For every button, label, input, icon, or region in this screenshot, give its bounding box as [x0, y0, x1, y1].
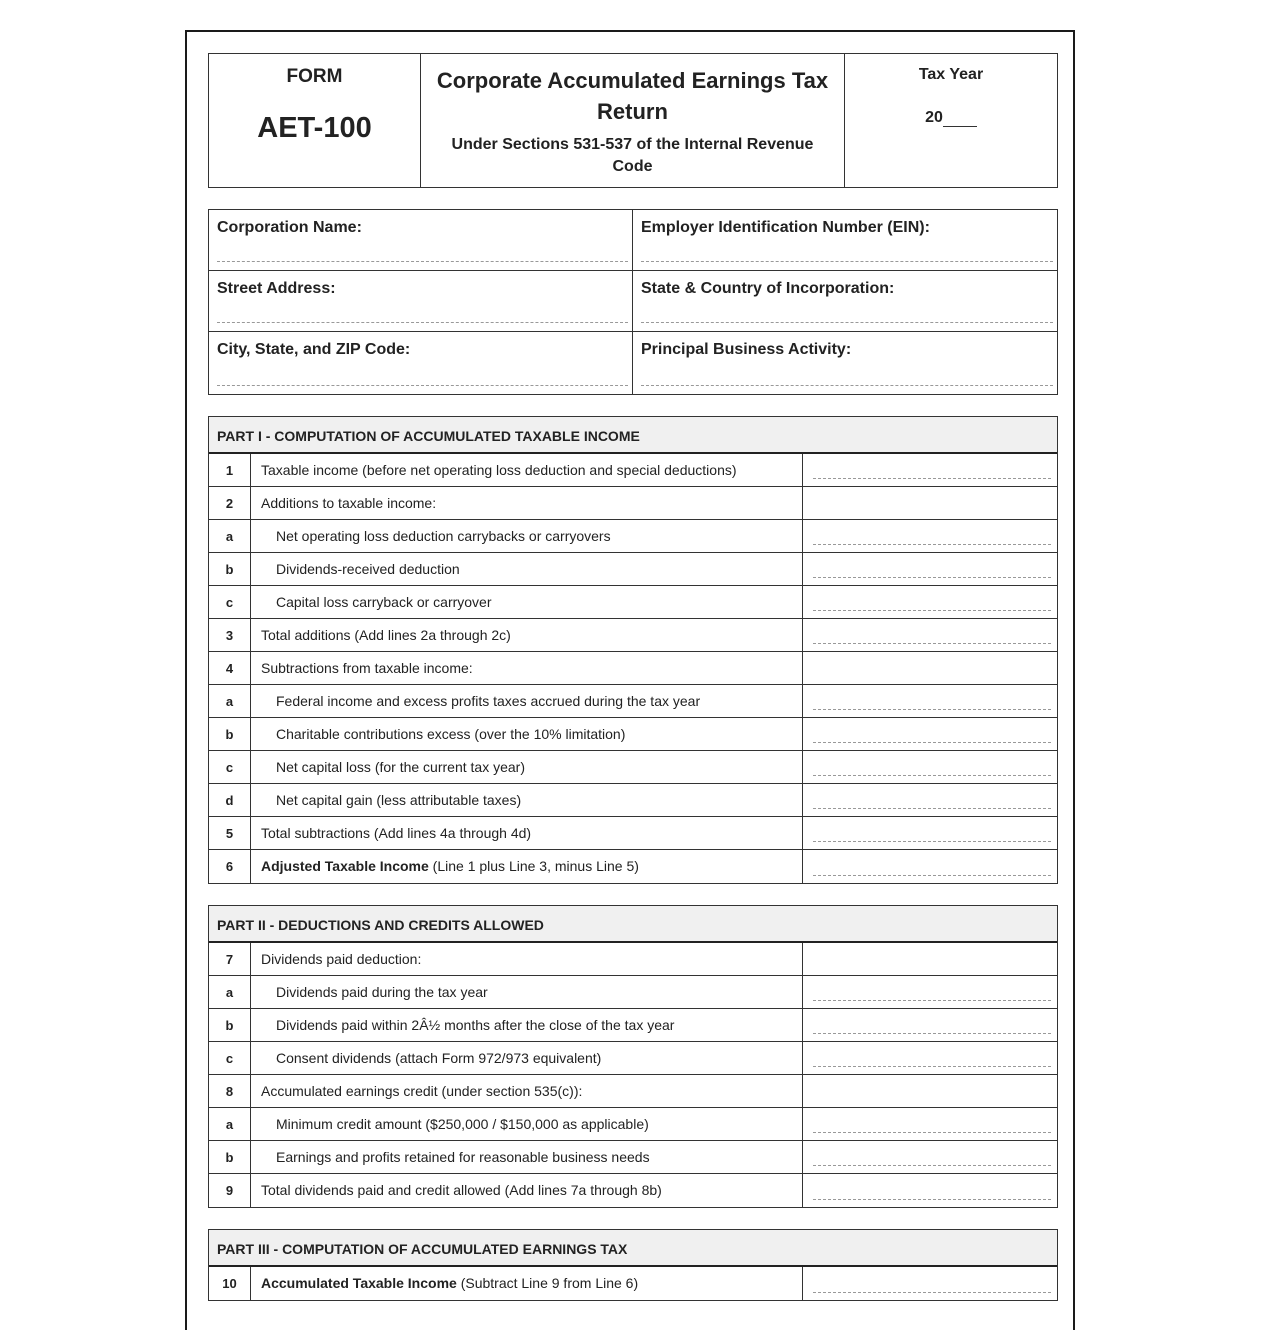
amount-entry-line[interactable]: [813, 643, 1051, 644]
ein-line[interactable]: [641, 261, 1053, 262]
line-description-text: Dividends paid within 2Â½ months after the close of the tax year: [276, 1017, 675, 1033]
line-item-row: [209, 850, 1057, 883]
line-description-text: (Subtract Line 9 from Line 6): [456, 1275, 639, 1291]
amount-cell[interactable]: [803, 718, 1057, 750]
amount-cell[interactable]: [803, 850, 1057, 883]
line-item-row: [209, 1174, 1057, 1207]
line-description-text: Dividends paid deduction:: [261, 951, 422, 967]
ein-field[interactable]: [633, 210, 1057, 271]
part-1-title: PART I - COMPUTATION OF ACCUMULATED TAXABLE INCOME: [209, 417, 1057, 454]
line-item-row: [209, 817, 1057, 850]
amount-entry-line[interactable]: [813, 775, 1051, 776]
state-country-line[interactable]: [641, 322, 1053, 323]
line-item-row: [209, 1075, 1057, 1108]
amount-entry-line[interactable]: [813, 478, 1051, 479]
amount-cell: [803, 487, 1057, 519]
corporation-info: [208, 209, 1058, 395]
line-item-row: [209, 751, 1057, 784]
street-line[interactable]: [217, 322, 628, 323]
line-description-text: Minimum credit amount ($250,000 / $150,000 as applicable): [276, 1116, 649, 1132]
line-description-bold: Accumulated Taxable Income: [261, 1275, 457, 1291]
street-label: Street Address:: [217, 280, 336, 297]
part-2-title: PART II - DEDUCTIONS AND CREDITS ALLOWED: [209, 906, 1057, 943]
line-description: [251, 751, 803, 783]
amount-cell[interactable]: [803, 1042, 1057, 1074]
line-item-row: [209, 976, 1057, 1009]
line-description: [251, 520, 803, 552]
line-description-text: Additions to taxable income:: [261, 495, 437, 511]
amount-entry-line[interactable]: [813, 709, 1051, 710]
line-number: c: [209, 1042, 251, 1074]
state-country-field[interactable]: [633, 271, 1057, 332]
amount-cell[interactable]: [803, 1009, 1057, 1041]
line-number: b: [209, 1141, 251, 1173]
line-description: [251, 1174, 803, 1207]
line-item-row: [209, 718, 1057, 751]
amount-cell[interactable]: [803, 1141, 1057, 1173]
business-activity-label: Principal Business Activity:: [641, 341, 852, 358]
line-description: [251, 1042, 803, 1074]
line-description: [251, 685, 803, 717]
amount-entry-line[interactable]: [813, 1199, 1051, 1200]
amount-cell[interactable]: [803, 976, 1057, 1008]
line-item-row: [209, 784, 1057, 817]
line-description: [251, 943, 803, 975]
line-item-row: [209, 1141, 1057, 1174]
amount-cell[interactable]: [803, 685, 1057, 717]
amount-entry-line[interactable]: [813, 875, 1051, 876]
line-number: a: [209, 976, 251, 1008]
tax-year-prefix: 20: [925, 109, 943, 126]
part-3-title: PART III - COMPUTATION OF ACCUMULATED EARNINGS TAX: [209, 1230, 1057, 1267]
line-description: [251, 1009, 803, 1041]
city-state-zip-label: City, State, and ZIP Code:: [217, 341, 411, 358]
amount-entry-line[interactable]: [813, 1000, 1051, 1001]
line-number: a: [209, 685, 251, 717]
line-description: [251, 487, 803, 519]
tax-year-field[interactable]: [845, 109, 1057, 127]
line-description: [251, 1267, 803, 1300]
line-description-text: Federal income and excess profits taxes accrued during the tax year: [276, 693, 701, 709]
amount-cell[interactable]: [803, 784, 1057, 816]
form-title-box: [421, 54, 845, 187]
line-number: b: [209, 718, 251, 750]
amount-entry-line[interactable]: [813, 1165, 1051, 1166]
form-header: [208, 53, 1058, 188]
line-description-text: Charitable contributions excess (over the 10% limitation): [276, 726, 626, 742]
form-label: FORM: [286, 66, 343, 87]
amount-cell[interactable]: [803, 619, 1057, 651]
line-description: [251, 817, 803, 849]
amount-cell: [803, 1075, 1057, 1107]
line-item-row: [209, 454, 1057, 487]
amount-cell[interactable]: [803, 586, 1057, 618]
form-id-box: [209, 54, 421, 187]
form-subtitle: Under Sections 531-537 of the Internal Revenue Code: [451, 136, 814, 175]
part-1-rows: [209, 454, 1057, 883]
tax-year-box: [845, 54, 1057, 187]
line-description-text: Consent dividends (attach Form 972/973 equivalent): [276, 1050, 602, 1066]
line-description: [251, 586, 803, 618]
line-description: [251, 1141, 803, 1173]
line-description-text: Dividends-received deduction: [276, 561, 460, 577]
tax-year-blank[interactable]: [943, 110, 977, 127]
line-description: [251, 718, 803, 750]
line-number: 5: [209, 817, 251, 849]
line-number: a: [209, 520, 251, 552]
line-description: [251, 454, 803, 486]
amount-entry-line[interactable]: [813, 742, 1051, 743]
amount-cell[interactable]: [803, 1108, 1057, 1140]
amount-cell[interactable]: [803, 817, 1057, 849]
line-item-row: [209, 685, 1057, 718]
form-number: AET-100: [257, 112, 372, 144]
line-description-text: Dividends paid during the tax year: [276, 984, 488, 1000]
amount-entry-line[interactable]: [813, 610, 1051, 611]
business-activity-line[interactable]: [641, 385, 1053, 386]
line-number: d: [209, 784, 251, 816]
line-description-bold: Adjusted Taxable Income: [261, 858, 429, 874]
amount-cell[interactable]: [803, 520, 1057, 552]
line-description-text: Earnings and profits retained for reasonable business needs: [276, 1149, 650, 1165]
line-description-text: Taxable income (before net operating loss deduction and special deductions): [261, 462, 737, 478]
amount-cell[interactable]: [803, 1267, 1057, 1300]
amount-entry-line[interactable]: [813, 1132, 1051, 1133]
line-description-text: (Line 1 plus Line 3, minus Line 5): [428, 858, 639, 874]
line-description: [251, 850, 803, 883]
line-number: 7: [209, 943, 251, 975]
line-number: 10: [209, 1267, 251, 1300]
line-number: 4: [209, 652, 251, 684]
line-item-row: [209, 586, 1057, 619]
line-item-row: [209, 487, 1057, 520]
corp-name-label: Corporation Name:: [217, 219, 362, 236]
line-item-row: [209, 520, 1057, 553]
line-description-text: Total subtractions (Add lines 4a through 4d): [261, 825, 532, 841]
amount-entry-line[interactable]: [813, 544, 1051, 545]
city-state-zip-line[interactable]: [217, 385, 628, 386]
line-description: [251, 1108, 803, 1140]
form-page: [185, 30, 1075, 1330]
line-description-text: Subtractions from taxable income:: [261, 660, 473, 676]
line-description-text: Capital loss carryback or carryover: [276, 594, 492, 610]
line-number: 8: [209, 1075, 251, 1107]
amount-cell[interactable]: [803, 454, 1057, 486]
amount-entry-line[interactable]: [813, 841, 1051, 842]
line-description: [251, 553, 803, 585]
amount-entry-line[interactable]: [813, 1033, 1051, 1034]
amount-cell[interactable]: [803, 553, 1057, 585]
line-description-text: Net operating loss deduction carrybacks or carryovers: [276, 528, 611, 544]
amount-cell: [803, 943, 1057, 975]
amount-cell: [803, 652, 1057, 684]
ein-label: Employer Identification Number (EIN):: [641, 219, 930, 236]
line-number: 6: [209, 850, 251, 883]
line-description: [251, 652, 803, 684]
form-title: Corporate Accumulated Earnings Tax Return: [436, 68, 829, 124]
line-description-text: Total additions (Add lines 2a through 2c): [261, 627, 511, 643]
line-number: 2: [209, 487, 251, 519]
state-country-label: State & Country of Incorporation:: [641, 280, 895, 297]
city-state-zip-field[interactable]: [209, 332, 633, 394]
part-2-rows: [209, 943, 1057, 1207]
line-item-row: [209, 1108, 1057, 1141]
line-number: 3: [209, 619, 251, 651]
line-description: [251, 976, 803, 1008]
line-item-row: [209, 943, 1057, 976]
amount-cell[interactable]: [803, 1174, 1057, 1207]
line-item-row: [209, 553, 1057, 586]
line-number: b: [209, 1009, 251, 1041]
business-activity-field[interactable]: [633, 332, 1057, 394]
line-number: a: [209, 1108, 251, 1140]
line-item-row: [209, 1267, 1057, 1300]
line-number: b: [209, 553, 251, 585]
part-3-rows: [209, 1267, 1057, 1300]
street-field[interactable]: [209, 271, 633, 332]
part-3: [208, 1229, 1058, 1301]
line-description: [251, 1075, 803, 1107]
corp-name-field[interactable]: [209, 210, 633, 271]
amount-entry-line[interactable]: [813, 1292, 1051, 1293]
line-item-row: [209, 1042, 1057, 1075]
amount-entry-line[interactable]: [813, 1066, 1051, 1067]
part-2: [208, 905, 1058, 1208]
line-number: c: [209, 751, 251, 783]
line-number: 9: [209, 1174, 251, 1207]
line-description-text: Accumulated earnings credit (under section 535(c)):: [261, 1083, 583, 1099]
line-number: c: [209, 586, 251, 618]
line-item-row: [209, 1009, 1057, 1042]
line-description-text: Net capital loss (for the current tax year): [276, 759, 525, 775]
tax-year-label: Tax Year: [918, 66, 984, 83]
form-inner: [208, 53, 1058, 1301]
line-description: [251, 784, 803, 816]
amount-entry-line[interactable]: [813, 577, 1051, 578]
amount-cell[interactable]: [803, 751, 1057, 783]
line-item-row: [209, 652, 1057, 685]
corp-name-line[interactable]: [217, 261, 628, 262]
line-item-row: [209, 619, 1057, 652]
line-description: [251, 619, 803, 651]
line-number: 1: [209, 454, 251, 486]
amount-entry-line[interactable]: [813, 808, 1051, 809]
line-description-text: Net capital gain (less attributable taxes): [276, 792, 522, 808]
part-1: [208, 416, 1058, 884]
line-description-text: Total dividends paid and credit allowed (Add lines 7a through 8b): [261, 1182, 662, 1198]
